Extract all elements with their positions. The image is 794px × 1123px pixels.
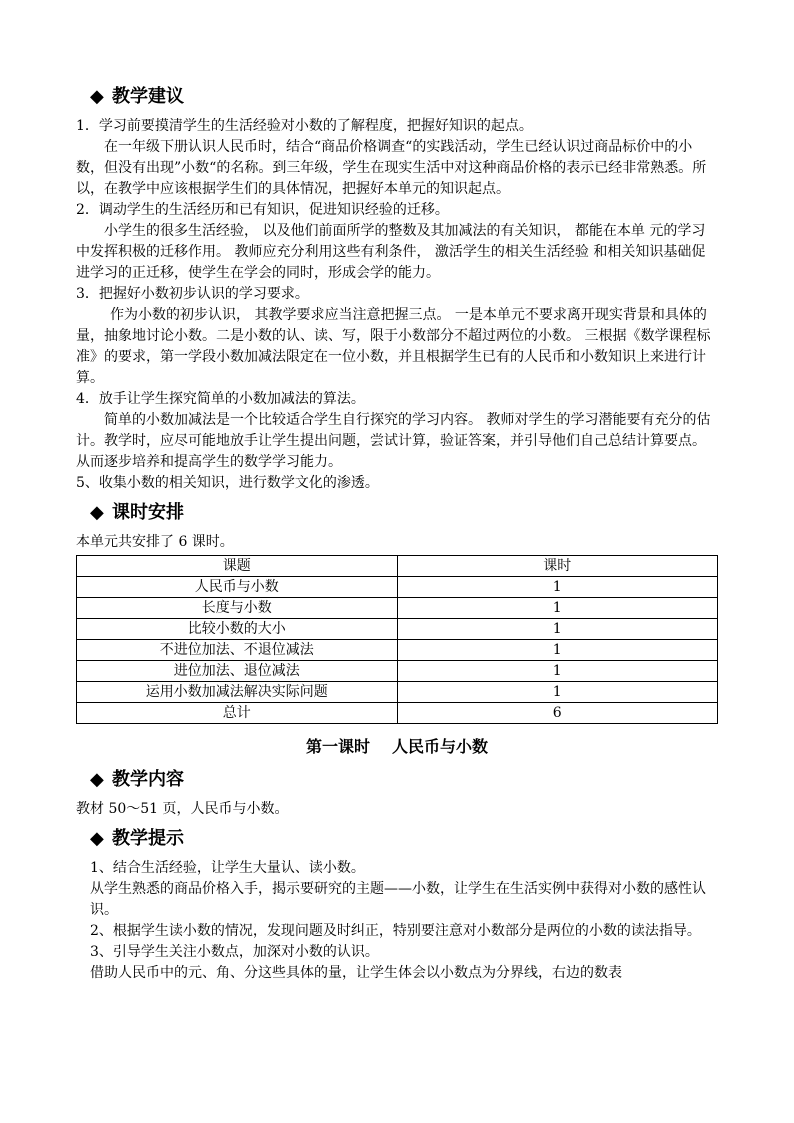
section-title: 教学建议 (112, 86, 184, 107)
table-row (77, 619, 718, 640)
paragraph: 1．学习前要摸清学生的生活经验对小数的了解程度，把握好知识的起点。 (76, 118, 533, 134)
column-header-topic: 课题 (77, 556, 398, 577)
table-cell: 1 (397, 577, 718, 598)
paragraph: 2．调动学生的生活经历和已有知识，促进知识经验的迁移。 (76, 202, 449, 218)
section-heading-suggestions (90, 84, 718, 110)
section-heading-tips (90, 826, 718, 852)
paragraph: 教材 50～51 页，人民币与小数。 (76, 801, 289, 817)
table-cell: 人民币与小数 (77, 577, 398, 598)
table-row (77, 577, 718, 598)
diamond-bullet-icon: ◆ (90, 769, 104, 790)
table-cell: 长度与小数 (77, 598, 398, 619)
paragraph: 作为小数的初步认识， 其教学要求应当注意把握三点。 一是本单元不要求离开现实背景和具体的量，抽象地讨论小数。二是小数的认、读、写，限于小数部分不超过两位的小数。 三根据《数学课程标准》的要求，第一学段小数加减法限定在一位小数，并且根据学生已有的人民币和小数知识上来进行计算。 (76, 307, 711, 386)
paragraph: 3、引导学生关注小数点，加深对小数的认识。 (90, 944, 379, 960)
table-cell: 比较小数的大小 (77, 619, 398, 640)
table-cell: 1 (397, 682, 718, 703)
column-header-hours: 课时 (397, 556, 718, 577)
table-cell: 进位加法、退位减法 (77, 661, 398, 682)
table-row-total (77, 703, 718, 724)
schedule-table (76, 555, 718, 724)
section-heading-schedule (90, 500, 718, 526)
paragraph: 3．把握好小数初步认识的学习要求。 (76, 286, 309, 302)
table-row (77, 640, 718, 661)
table-cell: 1 (397, 619, 718, 640)
table-row (77, 661, 718, 682)
paragraph: 简单的小数加减法是一个比较适合学生自行探究的学习内容。 教师对学生的学习潜能要有充分的估计。教学时，应尽可能地放手让学生提出问题，尝试计算，验证答案，并引导他们自己总结计算要点。从而逐步培养和提高学生的数学学习能力。 (76, 412, 711, 470)
paragraph: 从学生熟悉的商品价格入手，揭示要研究的主题——小数，让学生在生活实例中获得对小数的感性认识。 (90, 881, 706, 918)
table-cell: 总计 (77, 703, 398, 724)
section-title: 课时安排 (112, 502, 184, 523)
table-cell: 1 (397, 598, 718, 619)
table-cell: 不进位加法、不退位减法 (77, 640, 398, 661)
paragraph: 借助人民币中的元、角、分这些具体的量，让学生体会以小数点为分界线，右边的数表 (90, 965, 622, 981)
document-page (76, 84, 718, 984)
section-title: 教学内容 (112, 769, 184, 790)
diamond-bullet-icon: ◆ (90, 502, 104, 523)
lesson-name: 人民币与小数 (392, 737, 489, 756)
table-row (77, 682, 718, 703)
paragraph: 5、收集小数的相关知识，进行数学文化的渗透。 (76, 475, 379, 491)
paragraph: 4．放手让学生探究简单的小数加减法的算法。 (76, 391, 365, 407)
lesson-title (76, 734, 718, 757)
table-cell: 运用小数加减法解决实际问题 (77, 682, 398, 703)
table-cell: 1 (397, 661, 718, 682)
section-title: 教学提示 (112, 828, 184, 849)
paragraph: 2、根据学生读小数的情况，发现问题及时纠正，特别要注意对小数部分是两位的小数的读法指导。 (90, 923, 701, 939)
table-row (77, 598, 718, 619)
lesson-label: 第一课时 (305, 737, 370, 756)
diamond-bullet-icon: ◆ (90, 86, 104, 107)
diamond-bullet-icon: ◆ (90, 828, 104, 849)
paragraph: 小学生的很多生活经验， 以及他们前面所学的整数及其加减法的有关知识， 都能在本单 元的学习中发挥积极的迁移作用。 教师应充分利用这些有利条件， 激活学生的相关生活经验 和相关知识基础促进学习的正迁移，使学生在学会的同时，形成会学的能力。 (76, 223, 706, 281)
schedule-intro: 本单元共安排了 6 课时。 (76, 534, 234, 550)
table-header-row (77, 556, 718, 577)
paragraph: 1、结合生活经验，让学生大量认、读小数。 (90, 860, 365, 876)
section-heading-content (90, 767, 718, 793)
table-cell: 6 (397, 703, 718, 724)
paragraph: 在一年级下册认识人民币时，结合“商品价格调查“的实践活动，学生已经认识过商品标价中的小数，但没有出现”小数“的名称。到三年级，学生在现实生活中对这种商品价格的表示已经非常熟悉。所以，在教学中应该根据学生们的具体情况，把握好本单元的知识起点。 (76, 139, 707, 197)
table-cell: 1 (397, 640, 718, 661)
